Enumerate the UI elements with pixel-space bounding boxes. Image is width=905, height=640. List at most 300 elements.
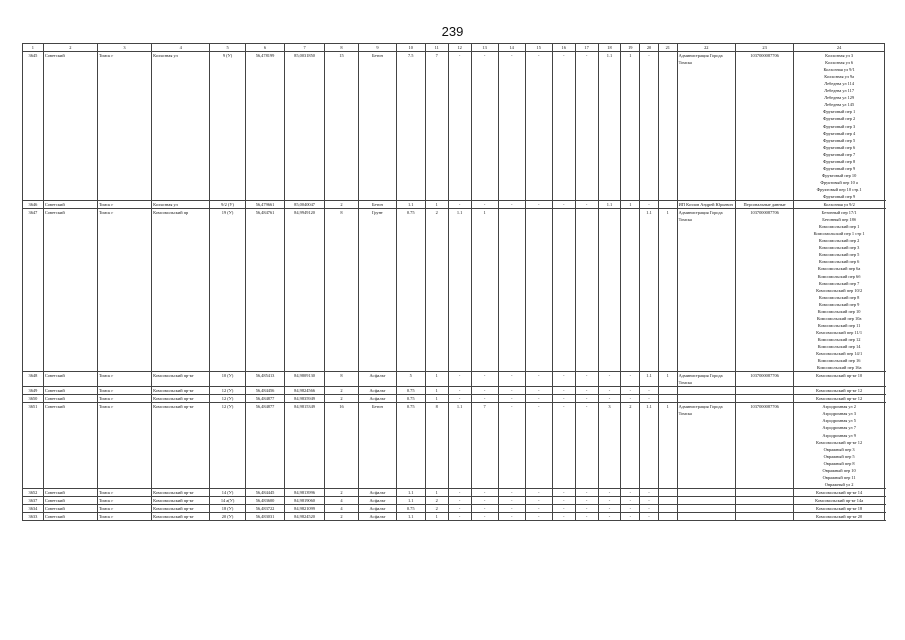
table-cell: - (448, 201, 471, 209)
address-line: Овражный пер 10 (822, 467, 856, 473)
address-list-cell (794, 513, 885, 521)
table-cell: - (471, 387, 498, 395)
table-cell: 1.1 (396, 513, 425, 521)
table-cell: 1 (658, 372, 677, 387)
table-cell: - (525, 387, 552, 395)
table-cell: - (621, 395, 640, 403)
address-line: Комсомольский пер 8 (818, 294, 860, 300)
column-header: 7 (285, 44, 325, 52)
table-cell: Асфальт (359, 488, 396, 496)
table-cell: - (640, 201, 659, 209)
table-cell: - (575, 201, 598, 209)
table-cell: 1 (425, 201, 448, 209)
table-cell: - (471, 513, 498, 521)
table-cell: 3647 (23, 209, 44, 372)
table-cell: - (498, 372, 525, 387)
table-cell: - (471, 496, 498, 504)
address-line: Комсомольский пер 11 (817, 322, 861, 328)
table-cell: 84,9949120 (285, 209, 325, 372)
table-cell (525, 209, 552, 372)
table-cell: - (621, 496, 640, 504)
table-cell: - (498, 496, 525, 504)
table-cell: 1.1 (448, 209, 471, 372)
table-cell: - (640, 513, 659, 521)
table-cell: - (552, 372, 575, 387)
table-cell: Советский (43, 52, 97, 201)
address-list-cell (794, 395, 885, 403)
address-line: Аэродромная ул 5 (822, 418, 856, 424)
column-header: 21 (658, 44, 677, 52)
table-cell: 2 (425, 505, 448, 513)
table-cell: - (448, 395, 471, 403)
table-body (23, 52, 885, 521)
table-cell (735, 395, 793, 403)
table-cell: - (575, 505, 598, 513)
table-row (23, 387, 885, 395)
address-line: Комсомольский пр-кт 20 (816, 514, 863, 520)
table-cell: - (598, 395, 621, 403)
table-cell: Комсомольский пр-кт (152, 513, 210, 521)
column-header: 16 (552, 44, 575, 52)
table-row (23, 513, 885, 521)
address-line: Фруктовый пер 5 (823, 137, 856, 143)
address-line: Аэродромная ул 7 (822, 425, 856, 431)
table-cell: - (448, 387, 471, 395)
table-cell: - (552, 201, 575, 209)
table-cell: Колхозная ул (152, 201, 210, 209)
column-header: 8 (324, 44, 358, 52)
table-cell: 0.75 (396, 387, 425, 395)
table-cell: 56,484877 (245, 395, 285, 403)
table-cell: 0.75 (396, 403, 425, 489)
address-line: Комсомольский пр-кт 14а (815, 497, 864, 503)
table-cell: - (525, 372, 552, 387)
table-cell: Комсомольский пр-кт (152, 372, 210, 387)
table-cell: 9 (У) (210, 52, 245, 201)
column-header: 1 (23, 44, 44, 52)
table-cell: 9/2 (У) (210, 201, 245, 209)
table-cell: 84,9813996 (285, 488, 325, 496)
address-line: Комсомольский пер 16а (816, 365, 862, 371)
table-cell: - (498, 488, 525, 496)
table-cell: - (575, 387, 598, 395)
table-cell (677, 488, 735, 496)
table-cell: Томск г (97, 505, 151, 513)
address-line: Фруктовый пер 1 (823, 109, 856, 115)
address-line: Комсомольский пер 10/2 (816, 287, 863, 293)
table-cell: - (552, 496, 575, 504)
address-line: Овражный пер 11 (822, 474, 856, 480)
column-header: 19 (621, 44, 640, 52)
table-cell (658, 52, 677, 201)
table-row (23, 403, 885, 489)
address-line: Комсомольский пр-кт 14 (816, 489, 863, 495)
table-cell: Бетон (359, 52, 396, 201)
address-line: Комсомольский пер 5 (818, 252, 860, 258)
table-cell: 84,9824566 (285, 387, 325, 395)
table-cell: - (552, 395, 575, 403)
table-cell: Томск г (97, 513, 151, 521)
address-line: Фруктовый пер 8 (823, 158, 856, 164)
table-cell: - (498, 403, 525, 489)
table-row (23, 496, 885, 504)
address-line: Комсомольский пр-кт 18 (816, 506, 863, 511)
table-cell: - (552, 505, 575, 513)
address-list-cell (794, 403, 885, 489)
address-line: Комсомольский пер 10 (817, 308, 861, 314)
table-cell: Советский (43, 372, 97, 387)
table-cell: 1.1 (598, 52, 621, 201)
table-cell: 56,484877 (245, 403, 285, 489)
column-header: 22 (677, 44, 735, 52)
address-line: Комсомольский пер 3 (818, 245, 860, 251)
table-cell (621, 209, 640, 372)
address-line: Овражный ул 2 (824, 481, 854, 487)
table-cell: 1 (425, 387, 448, 395)
table-cell: 3637 (23, 496, 44, 504)
address-line: Колхозная ул 9/1 (823, 67, 855, 73)
column-header: 2 (43, 44, 97, 52)
table-cell: - (575, 496, 598, 504)
table-cell: - (552, 513, 575, 521)
table-cell (735, 505, 793, 513)
table-cell: 2 (425, 209, 448, 372)
table-cell: 7 (425, 52, 448, 201)
table-cell: 1 (425, 372, 448, 387)
table-cell: - (498, 513, 525, 521)
table-cell: Советский (43, 387, 97, 395)
table-cell: - (598, 387, 621, 395)
table-cell: 84,9824520 (285, 513, 325, 521)
table-cell: Томск г (97, 201, 151, 209)
table-cell (735, 488, 793, 496)
table-cell: - (575, 372, 598, 387)
column-header: 23 (735, 44, 793, 52)
table-cell: - (575, 52, 598, 201)
table-cell: 85,0040047 (285, 201, 325, 209)
table-cell (677, 496, 735, 504)
address-line: Лебедева ул 117 (824, 88, 855, 94)
table-cell: 56,478199 (245, 52, 285, 201)
table-cell: Бетон (359, 403, 396, 489)
address-line: Колхозная ул 6 (825, 60, 854, 66)
column-header: 15 (525, 44, 552, 52)
table-cell: 1.1 (640, 403, 659, 489)
table-cell: - (448, 505, 471, 513)
table-cell: - (525, 513, 552, 521)
address-line: Комсомольский пр-кт 10 (816, 373, 863, 379)
table-cell: 3633 (23, 513, 44, 521)
address-line: Комсомольский пр-кт 12 (816, 396, 863, 402)
table-cell: 7.5 (396, 52, 425, 201)
address-list-cell (794, 372, 885, 387)
table-cell: - (598, 496, 621, 504)
table-cell: - (498, 395, 525, 403)
table-cell (658, 513, 677, 521)
table-cell: 4 (324, 496, 358, 504)
column-header: 5 (210, 44, 245, 52)
address-list-cell (794, 52, 885, 201)
address-line: Комсомольский пер 14/1 (816, 351, 863, 357)
address-line: Комсомольский пер 2 (818, 238, 860, 244)
address-line: Колхозная ул 9а (824, 74, 855, 80)
table-cell: Бетон (359, 201, 396, 209)
table-cell: 2 (324, 387, 358, 395)
address-line: Овражный пер 8 (823, 460, 855, 466)
table-cell: - (448, 496, 471, 504)
table-cell (658, 201, 677, 209)
table-cell: 1.1 (640, 372, 659, 387)
table-cell (498, 209, 525, 372)
table-cell: Администрация Города Томска (677, 209, 735, 372)
address-list-cell (794, 488, 885, 496)
table-cell: 1 (471, 209, 498, 372)
table-cell: 84,9809130 (285, 372, 325, 387)
table-cell: 20 (У) (210, 513, 245, 521)
table-row (23, 505, 885, 513)
table-cell: 1037000087706 (735, 209, 793, 372)
table-cell: 16 (324, 403, 358, 489)
address-line: Комсомольский пер 14 (817, 343, 861, 349)
address-line: Колхозная ул 3 (825, 53, 854, 59)
table-cell: - (598, 513, 621, 521)
table-row (23, 488, 885, 496)
table-cell: 1.1 (396, 488, 425, 496)
table-cell: Асфальт (359, 505, 396, 513)
table-cell: Томск г (97, 52, 151, 201)
table-cell: Томск г (97, 403, 151, 489)
table-cell: 56,484445 (245, 488, 285, 496)
table-cell: 56,483600 (245, 496, 285, 504)
column-number-row (23, 44, 885, 52)
address-line: Фруктовый пер 10 стр.1 (816, 186, 862, 192)
table-cell: - (448, 513, 471, 521)
column-header: 3 (97, 44, 151, 52)
table-cell: Томск г (97, 488, 151, 496)
table-cell: - (640, 395, 659, 403)
table-cell: Комсомольский пр-кт (152, 505, 210, 513)
table-cell: - (621, 513, 640, 521)
column-header: 6 (245, 44, 285, 52)
table-cell: - (525, 488, 552, 496)
table-cell (735, 496, 793, 504)
table-cell: 12 (У) (210, 403, 245, 489)
table-cell: 1 (425, 513, 448, 521)
table-cell (598, 209, 621, 372)
table-cell: - (471, 488, 498, 496)
table-cell: 1037000087706 (735, 403, 793, 489)
table-cell: - (575, 513, 598, 521)
table-cell (658, 395, 677, 403)
table-cell: Советский (43, 505, 97, 513)
address-line: Комсомольский пер 6 (818, 259, 860, 265)
table-cell: Администрация Города Томска (677, 403, 735, 489)
table-cell: 19 (У) (210, 209, 245, 372)
table-row (23, 395, 885, 403)
table-cell: 1037000087706 (735, 372, 793, 387)
table-cell: Колхозная ул (152, 52, 210, 201)
table-cell: 1 (425, 395, 448, 403)
address-line: Комсомольский пер 1 (818, 224, 860, 230)
column-header: 12 (448, 44, 471, 52)
table-cell: Администрация Города Томска (677, 52, 735, 201)
address-line: Комсомольский пер 1 стр 1 (813, 231, 865, 237)
table-cell: 8 (425, 403, 448, 489)
table-cell: - (640, 488, 659, 496)
table-cell: 0.75 (396, 505, 425, 513)
table-cell: Томск г (97, 209, 151, 372)
table-cell: Томск г (97, 395, 151, 403)
table-cell (575, 209, 598, 372)
table-cell: - (621, 505, 640, 513)
address-line: Фруктовый пер 9 (823, 193, 856, 199)
table-cell: 1.1 (396, 496, 425, 504)
address-line: Комсомольский пер 12 (817, 336, 861, 342)
table-cell: Советский (43, 513, 97, 521)
table-cell: 8 (324, 372, 358, 387)
table-cell: 3651 (23, 403, 44, 489)
table-cell: 84,9815349 (285, 403, 325, 489)
address-line: Комсомольский пер 9 (818, 301, 860, 307)
address-line: Фруктовый пер 4 (823, 130, 856, 136)
table-cell (677, 395, 735, 403)
table-cell: - (498, 52, 525, 201)
table-cell: Томск г (97, 496, 151, 504)
address-line: Фруктовый пер 7 (823, 151, 856, 157)
table-cell: 12 (У) (210, 395, 245, 403)
table-cell: 84,9835949 (285, 395, 325, 403)
address-line: Фруктовый пер 6 (823, 144, 856, 150)
address-line: Комсомольский пер 7 (818, 280, 860, 286)
table-cell: ИП Козлов Андрей Юрьевич (677, 201, 735, 209)
table-cell: 1 (425, 488, 448, 496)
table-cell: - (525, 403, 552, 489)
table-cell: - (471, 201, 498, 209)
address-line: Фруктовый пер 10 (821, 172, 857, 178)
address-line: Комсомольский пер 6а (817, 266, 861, 272)
table-cell: 5 (396, 372, 425, 387)
address-line: Лебедева ул 129 (824, 95, 855, 101)
table-cell: 2 (324, 395, 358, 403)
table-cell: 56,483722 (245, 505, 285, 513)
table-cell: 1.1 (448, 403, 471, 489)
table-cell: - (498, 505, 525, 513)
table-cell: - (471, 372, 498, 387)
table-cell: - (525, 496, 552, 504)
table-cell: 3649 (23, 387, 44, 395)
table-cell: 14 (У) (210, 488, 245, 496)
table-cell (658, 496, 677, 504)
address-line: Аэродромная ул 2 (822, 404, 856, 410)
address-line: Лебедева ул 114 (824, 81, 855, 87)
table-cell: 84,9821099 (285, 505, 325, 513)
table-cell (677, 387, 735, 395)
page-number: 239 (441, 24, 464, 39)
table-cell: Комсомольский пр-кт (152, 488, 210, 496)
table-cell: - (498, 387, 525, 395)
address-line: Овражный пер 3 (823, 446, 855, 452)
table-cell: 2 (621, 403, 640, 489)
address-line: Фруктовый пер 9 (823, 165, 856, 171)
table-cell: - (575, 395, 598, 403)
table-cell: - (525, 52, 552, 201)
table-cell: Грунт (359, 209, 396, 372)
address-line: Колхозная ул 9/2 (823, 202, 855, 208)
table-cell: 1 (621, 52, 640, 201)
table-cell: - (525, 201, 552, 209)
table-cell: 3645 (23, 52, 44, 201)
table-cell: - (471, 505, 498, 513)
column-header: 13 (471, 44, 498, 52)
table-cell: Советский (43, 395, 97, 403)
table-cell: Асфальт (359, 387, 396, 395)
table-cell: - (598, 505, 621, 513)
address-line: Комсомольский пер 11/1 (816, 329, 863, 335)
table-cell: 1.1 (640, 209, 659, 372)
table-cell: - (552, 52, 575, 201)
table-cell: - (621, 488, 640, 496)
address-line: Аэродромная ул 9 (822, 432, 856, 438)
table-cell: 1037000087706 (735, 52, 793, 201)
address-line: Аэродромная ул 3 (822, 411, 856, 417)
table-cell: 2 (324, 513, 358, 521)
table-cell: Советский (43, 496, 97, 504)
table-cell: - (448, 488, 471, 496)
table-cell: 1.1 (598, 201, 621, 209)
table-cell: 1 (658, 403, 677, 489)
address-line: Фруктовый пер 10 а (820, 179, 858, 185)
table-cell (677, 505, 735, 513)
address-line: Бетонный пер 17/1 (821, 210, 857, 216)
address-line: Комсомольский пр-кт 12 (816, 388, 863, 394)
column-header: 20 (640, 44, 659, 52)
table-cell: 3 (598, 403, 621, 489)
table-cell: Комсомольский пр-кт (152, 387, 210, 395)
table-cell: 7 (471, 403, 498, 489)
table-cell: Асфальт (359, 513, 396, 521)
table-cell: Асфальт (359, 372, 396, 387)
table-cell: - (471, 52, 498, 201)
table-cell: Асфальт (359, 395, 396, 403)
table-cell: Томск г (97, 372, 151, 387)
table-cell: Комсомольский пр (152, 209, 210, 372)
table-cell: 2 (324, 201, 358, 209)
table-cell: 1.1 (396, 201, 425, 209)
address-line: Комсомольский пер 10а (816, 315, 862, 321)
table-cell: 56,485413 (245, 372, 285, 387)
table-row (23, 372, 885, 387)
table-cell: - (525, 505, 552, 513)
table-cell: - (598, 372, 621, 387)
table-cell: - (640, 505, 659, 513)
table-cell: - (552, 387, 575, 395)
table-cell: 0.75 (396, 209, 425, 372)
table-cell (552, 209, 575, 372)
column-header: 14 (498, 44, 525, 52)
table-cell: 2 (324, 488, 358, 496)
table-cell: 2 (425, 496, 448, 504)
table-cell: - (471, 395, 498, 403)
table-cell: 1 (658, 209, 677, 372)
table-cell: 3650 (23, 395, 44, 403)
address-line: Комсомольский пер 6б (817, 273, 861, 279)
table-cell: 56,479661 (245, 201, 285, 209)
table-cell: 3634 (23, 505, 44, 513)
table-cell: 8 (324, 209, 358, 372)
table-cell: 3648 (23, 372, 44, 387)
table-row (23, 209, 885, 372)
table-cell (735, 513, 793, 521)
